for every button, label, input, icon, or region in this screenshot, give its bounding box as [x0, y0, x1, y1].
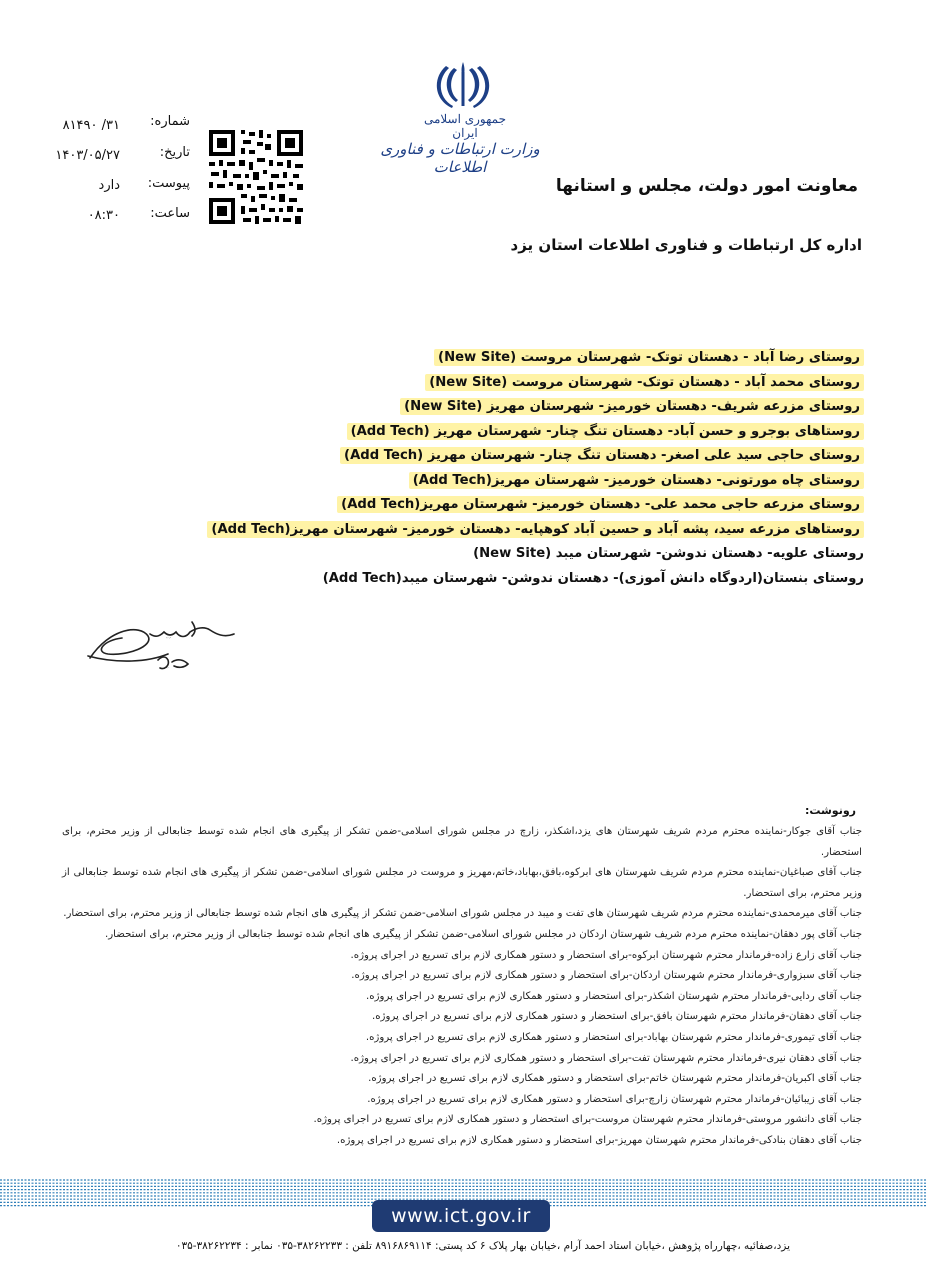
village-item-text: روستای حاجی سید علی اصغر- دهستان تنگ چنار- شهرستان مهریز (Add Tech) — [340, 447, 864, 464]
cc-item: جناب آقای دهقان نیری-فرماندار محترم شهرستان تفت-برای استحضار و دستور همکاری لازم برای تسریع در اجرای پروژه. — [350, 1052, 862, 1064]
cc-item: جناب آقای دهقان-فرماندار محترم شهرستان بافق-برای استحضار و دستور همکاری لازم برای تسریع در اجرای پروژه. — [371, 1011, 862, 1023]
time-label: ساعت: — [150, 206, 190, 221]
number-value: ۳۱/ ۸۱۴۹۰ — [62, 118, 120, 133]
cc-item: جناب آقای زارع زاده-فرماندار محترم شهرستان ابرکوه-برای استحضار و دستور همکاری لازم برای تسریع در اجرای پروژه. — [350, 949, 862, 961]
village-item — [244, 567, 864, 592]
village-item-text: روستای مزرعه شریف- دهستان خورمیز- شهرستان مهریز (New Site) — [400, 398, 864, 415]
village-item — [244, 493, 864, 518]
deputy-heading: معاونت امور دولت، مجلس و استانها — [555, 176, 858, 196]
iran-emblem-icon — [434, 58, 492, 112]
village-item — [244, 371, 864, 396]
cc-item: جناب آقای ردایی-فرماندار محترم شهرستان اشکذر-برای استحضار و دستور همکاری لازم برای تسریع در اجرای پروژه. — [366, 990, 862, 1002]
village-item-text: روستای علویه- دهستان ندوشن- شهرستان میبد (New Site) — [473, 546, 864, 561]
village-item-text: روستاهای مزرعه سید، پشه آباد و حسین آباد کوهپایه- دهستان خورمیز- شهرستان مهریز(Add Tech) — [207, 521, 864, 538]
cc-item: جناب آقای پور دهقان-نماینده محترم مردم شریف شهرستان اردکان در مجلس شورای اسلامی-ضمن تشکر از پیگیری های انجام شده توسط جنابعالی از وزیر محترم، برای استحضار. — [105, 928, 862, 940]
village-item — [244, 346, 864, 371]
village-item — [244, 444, 864, 469]
village-item-text: روستای مزرعه حاجی محمد علی- دهستان خورمیز- شهرستان مهریز(Add Tech) — [337, 496, 864, 513]
village-item-text: روستای چاه مورتونی- دهستان خورمیز- شهرستان مهریز(Add Tech) — [409, 472, 864, 489]
number-label: شماره: — [150, 114, 190, 129]
attachment-value: دارد — [98, 178, 120, 193]
cc-item: جناب آقای زیبائیان-فرماندار محترم شهرستان زارچ-برای استحضار و دستور همکاری لازم برای تسریع در اجرای پروژه. — [367, 1093, 862, 1105]
village-item-text: روستاهای بوجرو و حسن آباد- دهستان تنگ چنار- شهرستان مهریز (Add Tech) — [347, 423, 864, 440]
village-item — [244, 469, 864, 494]
village-list — [211, 346, 864, 591]
cc-item: جناب آقای دانشور مروستی-فرماندار محترم شهرستان مروست-برای استحضار و دستور همکاری لازم برای تسریع در اجرای پروژه. — [313, 1114, 862, 1126]
cc-item: جناب آقای صباغیان-نماینده محترم مردم شریف شهرستان های ابرکوه،بافق،بهاباد،خاتم،مهریز و مروست در مجلس شورای اسلامی-ضمن تشکر از پیگیری های انجام شده توسط جنابعالی از وزیر محترم، برای استحضار. — [62, 867, 862, 899]
cc-item: جناب آقای اکبریان-فرماندار محترم شهرستان خاتم-برای استحضار و دستور همکاری لازم برای تسریع در اجرای پروژه. — [368, 1073, 862, 1085]
cc-item: جناب آقای تیموری-فرماندار محترم شهرستان بهاباد-برای استحضار و دستور همکاری لازم برای تسریع در اجرای پروژه. — [365, 1031, 862, 1043]
village-item — [244, 420, 864, 445]
cc-title: رونوشت: — [804, 804, 856, 817]
cc-item: جناب آقای میرمحمدی-نماینده محترم مردم شریف شهرستان های تفت و میبد در مجلس شورای اسلامی-ضمن تشکر از پیگیری های انجام شده توسط جنابعالی از وزیر محترم، برای استحضار. — [63, 908, 862, 920]
date-value: ۱۴۰۳/۰۵/۲۷ — [55, 148, 120, 163]
village-item — [211, 518, 864, 543]
signature-icon — [80, 612, 250, 682]
cc-item: جناب آقای سبزواری-فرماندار محترم شهرستان اردکان-برای استحضار و دستور همکاری لازم برای تسریع در اجرای پروژه. — [351, 970, 862, 982]
footer-address: یزد،صفائیه ،چهارراه پژوهش ،خیابان استاد احمد آرام ،خیابان بهار پلاک ۶ کد پستی: ۸۹۱۶۸۶۹۱۱۴ تلفن : ۳۸۲۶۲۲۳۳-۰۳۵ نمابر : ۳۸۲۶۲۲۳۴-۰۳۵ — [175, 1240, 790, 1252]
village-item-text: روستای رضا آباد - دهستان توتک- شهرستان مروست (New Site) — [434, 349, 864, 366]
cc-item: جناب آقای جوکار-نماینده محترم مردم شریف شهرستان های یزد،اشکذر، زارچ در مجلس شورای اسلامی-ضمن تشکر از پیگیری های انجام شده توسط جنابعالی از وزیر محترم، برای استحضار. — [62, 826, 862, 858]
signature-title: مدیرکل — [166, 668, 170, 669]
emblem-caption: جمهوری اسلامی ایران — [423, 112, 507, 140]
date-label: تاریخ: — [159, 145, 190, 160]
ministry-name: وزارت ارتباطات و فناوری اطلاعات — [380, 140, 540, 176]
qr-code-icon — [207, 128, 305, 226]
cc-item: جناب آقای دهقان بنادکی-فرماندار محترم شهرستان مهریز-برای استحضار و دستور همکاری لازم برای تسریع در اجرای پروژه. — [336, 1134, 862, 1146]
recipient-heading: اداره کل ارتباطات و فناوری اطلاعات استان یزد — [510, 236, 862, 254]
village-item — [244, 395, 864, 420]
time-value: ۰۸:۳۰ — [87, 208, 120, 223]
village-item-text: روستای محمد آباد - دهستان توتک- شهرستان مروست (New Site) — [425, 374, 864, 391]
website-link[interactable]: www.ict.gov.ir — [372, 1200, 550, 1232]
village-item-text: روستای بنستان(اردوگاه دانش آموزی)- دهستان ندوشن- شهرستان میبد(Add Tech) — [322, 570, 864, 586]
village-item — [244, 542, 864, 567]
cc-list — [62, 822, 862, 1152]
attachment-label: پیوست: — [147, 176, 190, 191]
signature-name: اکرم هنرکار — [166, 638, 171, 639]
